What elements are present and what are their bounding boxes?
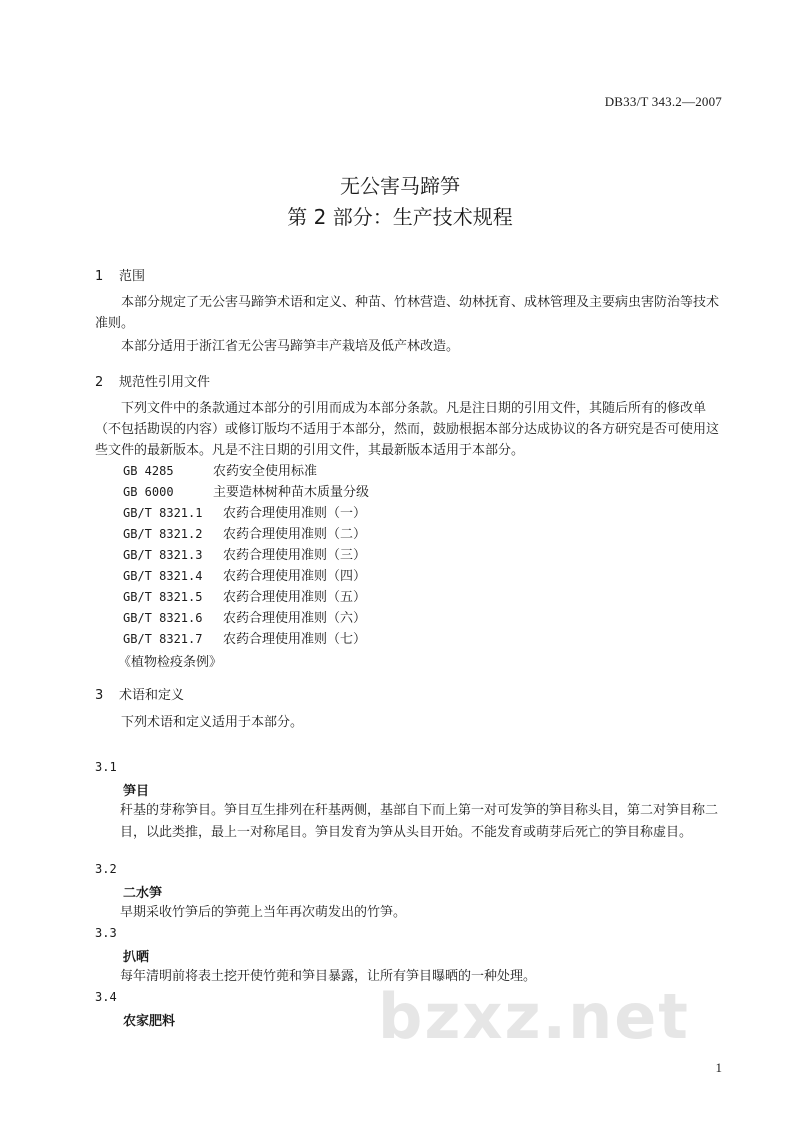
term-definition: 早期采收竹笋后的笋蔸上当年再次萌发出的竹笋。 [120, 905, 407, 920]
section-heading-terms [95, 684, 184, 703]
reference-name: 主要造林树种苗木质量分级 [213, 485, 370, 500]
reference-name: 农药合理使用准则（四） [223, 569, 367, 584]
reference-name: 农药合理使用准则（一） [223, 506, 367, 521]
reference-name: 农药合理使用准则（七） [223, 632, 367, 647]
page-number: 1 [715, 1060, 722, 1075]
section-title: 规范性引用文件 [119, 375, 211, 390]
section-heading-normative-references [95, 371, 210, 390]
reference-item [123, 503, 369, 524]
reference-item [123, 461, 369, 482]
document-subtitle: 第 2 部分：生产技术规程 [287, 205, 513, 229]
reference-code: GB/T 8321.7 [123, 632, 203, 646]
term-definition: 秆基的芽称笋目。笋目互生排列在秆基两侧，基部自下而上第一对可发笋的笋目称头目，第二对笋目称二目，以此类推，最上一对称尾目。笋目发育为笋从头目开始。不能发育或萌芽后死亡的笋目称虚目。 [120, 803, 719, 840]
reference-item [123, 482, 369, 503]
reference-code: GB 6000 [123, 485, 174, 499]
watermark: bzxz.net [378, 980, 690, 1053]
reference-code: GB/T 8321.1 [123, 506, 203, 520]
reference-code: GB 4285 [123, 464, 174, 478]
reference-code: GB/T 8321.6 [123, 611, 203, 625]
term-number: 3.4 [95, 990, 117, 1004]
term-definition: 每年清明前将表土挖开使竹蔸和笋目暴露，让所有笋目曝晒的一种处理。 [120, 969, 537, 984]
reference-item [123, 608, 369, 629]
scope-paragraph-1: 本部分规定了无公害马蹄笋术语和定义、种苗、竹林营造、幼林抚育、成林管理及主要病虫害防治等技术准则。 [95, 295, 720, 331]
reference-code: GB/T 8321.2 [123, 527, 203, 541]
reference-item [123, 524, 369, 545]
referenced-regulation: 《植物检疫条例》 [118, 655, 223, 670]
document-title: 无公害马蹄笋 [340, 174, 460, 198]
reference-item [123, 566, 369, 587]
section-number: 2 [95, 375, 104, 390]
reference-code: GB/T 8321.5 [123, 590, 203, 604]
reference-item [123, 545, 369, 566]
term-name: 扒晒 [123, 950, 150, 965]
terms-intro-paragraph: 下列术语和定义适用于本部分。 [121, 715, 304, 730]
term-number: 3.2 [95, 862, 117, 876]
standard-code: DB33/T 343.2—2007 [604, 94, 722, 109]
term-name: 二水笋 [123, 886, 163, 901]
term-name: 笋目 [123, 784, 150, 799]
reference-name: 农药合理使用准则（六） [223, 611, 367, 626]
term-number: 3.1 [95, 760, 117, 774]
section-number: 1 [95, 269, 104, 284]
reference-name: 农药合理使用准则（三） [223, 548, 367, 563]
reference-name: 农药合理使用准则（二） [223, 527, 367, 542]
section-title: 术语和定义 [119, 688, 185, 703]
reference-item [123, 587, 369, 608]
reference-name: 农药合理使用准则（五） [223, 590, 367, 605]
reference-item [123, 629, 369, 650]
reference-name: 农药安全使用标准 [213, 464, 318, 479]
scope-paragraph-2: 本部分适用于浙江省无公害马蹄笋丰产栽培及低产林改造。 [121, 339, 460, 354]
references-paragraph: 下列文件中的条款通过本部分的引用而成为本部分条款。凡是注日期的引用文件，其随后所有的修改单（不包括勘误的内容）或修订版均不适用于本部分，然而，鼓励根据本部分达成协议的各方研究是否可使用这些文件的最新版本。凡是不注日期的引用文件，其最新版本适用于本部分。 [95, 401, 720, 458]
reference-code: GB/T 8321.4 [123, 569, 203, 583]
reference-list [123, 461, 369, 650]
term-name: 农家肥料 [123, 1014, 176, 1029]
reference-code: GB/T 8321.3 [123, 548, 203, 562]
section-title: 范围 [119, 269, 146, 284]
section-heading-scope [95, 265, 145, 284]
section-number: 3 [95, 688, 104, 703]
term-number: 3.3 [95, 926, 117, 940]
